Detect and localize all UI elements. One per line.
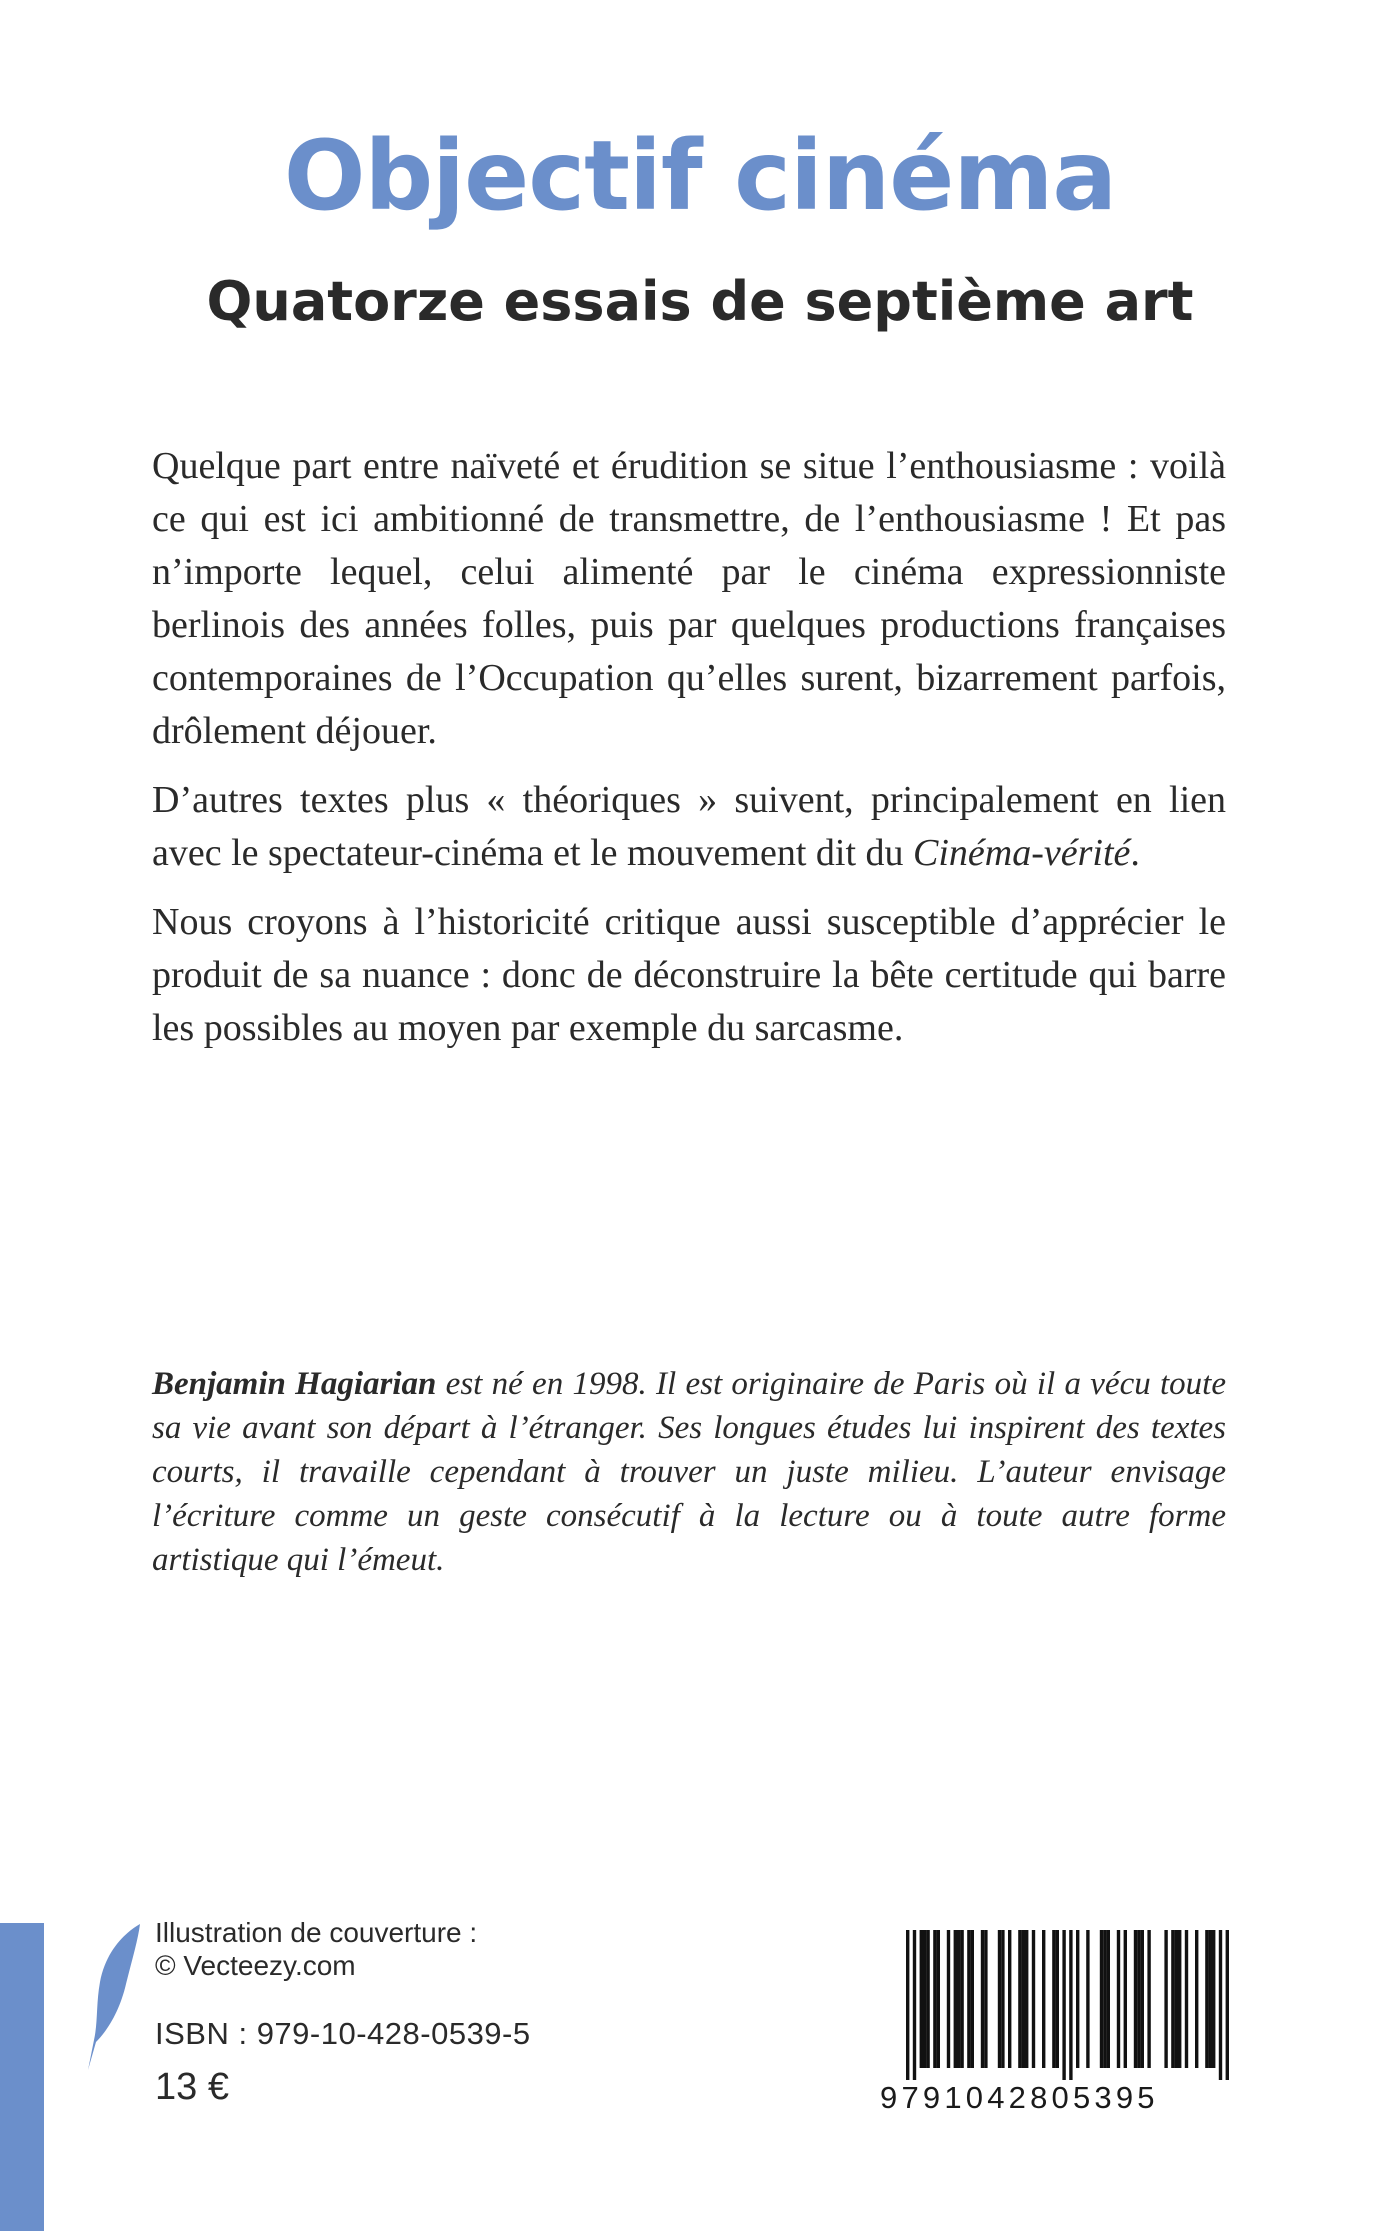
barcode-number: 9791042805395 (880, 2080, 1159, 2115)
barcode-bar (984, 1930, 987, 2068)
credit-source: © Vecteezy.com (155, 1950, 356, 1981)
barcode-bar (1134, 1930, 1137, 2068)
barcode-bar (1141, 1930, 1144, 2068)
barcode-bar (1147, 1930, 1150, 2068)
barcode-bar (923, 1930, 926, 2068)
barcode-bar (947, 1930, 950, 2068)
barcode (880, 1930, 1235, 2125)
cover-credit (155, 1916, 477, 1982)
barcode-bar (1212, 1930, 1215, 2068)
barcode-bar (998, 1930, 1001, 2068)
feather-icon (86, 1922, 142, 2072)
blurb-paragraph-3: Nous croyons à l’historicité critique aussi susceptible d’apprécier le produit de sa nuance : donc de déconstruire la bête certitude qui barre les possibles au moyen par exemple du sarcasme. (152, 901, 1226, 1049)
barcode-bar (1018, 1930, 1021, 2068)
book-title: Objectif cinéma (283, 120, 1117, 232)
barcode-bar (906, 1930, 909, 2080)
barcode-bar (1025, 1930, 1028, 2068)
book-subtitle: Quatorze essais de septième art (206, 270, 1194, 333)
price: 13 € (155, 2066, 229, 2108)
barcode-bar (1086, 1930, 1089, 2068)
blurb-paragraph-2-text: D’autres textes plus « théoriques » suivent, principalement en lien avec le spectateur-cinéma et le mouvement dit du (152, 779, 1226, 874)
blurb-paragraph-2-end: . (1130, 832, 1140, 874)
barcode-bar (1001, 1930, 1004, 2068)
barcode-bar (1069, 1930, 1072, 2080)
author-name: Benjamin Hagiarian (152, 1366, 437, 1402)
barcode-bar (981, 1930, 984, 2068)
barcode-bar (1117, 1930, 1120, 2068)
barcode-bar (926, 1930, 929, 2068)
barcode-bar (1052, 1930, 1055, 2068)
barcode-bar (937, 1930, 940, 2068)
isbn: ISBN : 979-10-428-0539-5 (155, 2016, 531, 2051)
barcode-bar (913, 1930, 916, 2080)
barcode-bar (1008, 1930, 1011, 2068)
barcode-bar (1185, 1930, 1188, 2068)
barcode-bar (1022, 1930, 1025, 2068)
barcode-bar (1175, 1930, 1178, 2068)
back-cover-blurb (152, 440, 1226, 1071)
barcode-bar (1178, 1930, 1181, 2068)
barcode-bar (1107, 1930, 1110, 2068)
barcode-bar (1103, 1930, 1106, 2068)
barcode-bar (1076, 1930, 1079, 2068)
barcode-bar (960, 1930, 963, 2068)
barcode-bar (1056, 1930, 1059, 2068)
barcode-bar (954, 1930, 957, 2068)
barcode-bar (1164, 1930, 1167, 2068)
barcode-bar (971, 1930, 974, 2068)
blurb-emphasis: Cinéma-vérité (913, 832, 1131, 874)
author-bio-text: est né en 1998. Il est originaire de Paris où il a vécu toute sa vie avant son départ à l’étranger. Ses longues études lui inspirent des textes courts, il travaille cependant à trouver un juste milieu. L’auteur envisage l’écriture comme un geste consécutif à la lecture ou à toute autre forme artistique qui l’émeut. (152, 1366, 1226, 1578)
barcode-bar (920, 1930, 923, 2068)
credit-label: Illustration de couverture : (155, 1917, 478, 1948)
blurb-paragraph-1: Quelque part entre naïveté et érudition se situe l’enthousiasme : voilà ce qui est ici ambitionné de transmettre, de l’enthousiasme ! Et pas n’importe lequel, celui alimenté par le cinéma expressionniste berlinois des années folles, puis par quelques productions françaises contemporaines de l’Occupation qu’elles surent, bizarrement parfois, drôlement déjouer. (152, 445, 1226, 752)
accent-bar (0, 1923, 44, 2231)
barcode-bar (1209, 1930, 1212, 2068)
barcode-bar (1032, 1930, 1035, 2068)
barcode-bar (1137, 1930, 1140, 2068)
barcode-bar (1062, 1930, 1065, 2080)
blurb-paragraph-2 (152, 774, 1226, 880)
barcode-bar (1124, 1930, 1127, 2068)
barcode-bar (1195, 1930, 1198, 2068)
barcode-bar (933, 1930, 936, 2068)
barcode-bars (880, 1930, 1235, 2080)
barcode-bar (957, 1930, 960, 2068)
barcode-bar (1205, 1930, 1208, 2068)
barcode-bar (1219, 1930, 1222, 2080)
barcode-bar (1226, 1930, 1229, 2080)
barcode-bar (967, 1930, 970, 2068)
barcode-bar (1042, 1930, 1045, 2068)
author-bio (152, 1362, 1226, 1582)
barcode-bar (1171, 1930, 1174, 2068)
barcode-bar (1100, 1930, 1103, 2068)
